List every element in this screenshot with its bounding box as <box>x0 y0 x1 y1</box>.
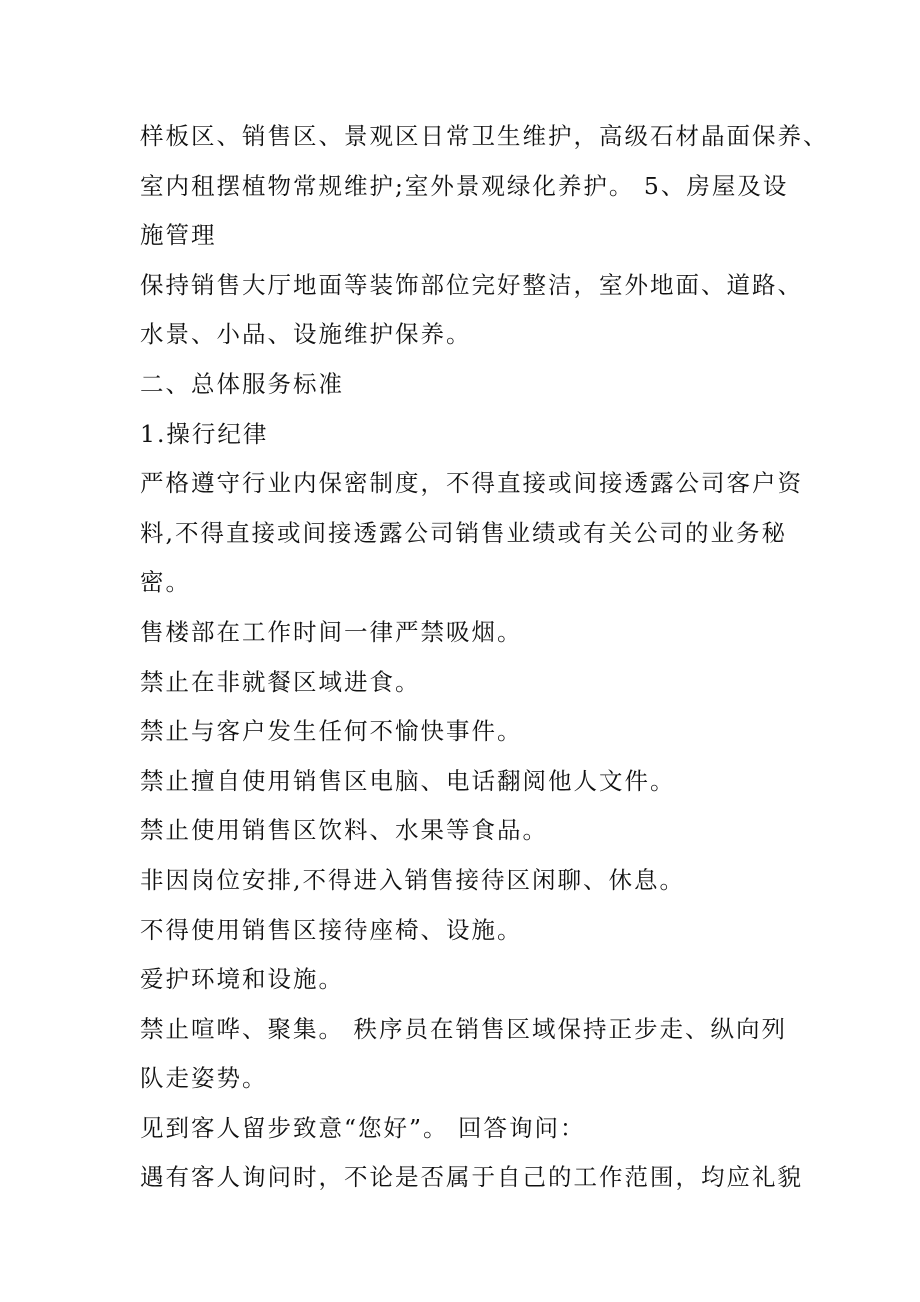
text-line: 严格遵守行业内保密制度，不得直接或间接透露公司客户资 <box>140 469 803 498</box>
document-body <box>140 112 829 1203</box>
rule-item: 禁止使用销售区饮料、水果等食品。 <box>140 816 548 845</box>
rule-item: 禁止擅自使用销售区电脑、电话翻阅他人文件。 <box>140 766 676 795</box>
text-line: 料,不得直接或间接透露公司销售业绩或有关公司的业务秘 <box>140 518 787 547</box>
text-line: 施管理 <box>140 221 217 250</box>
text-line: 密。 <box>140 568 191 597</box>
rule-item: 禁止在非就餐区域进食。 <box>140 667 421 696</box>
text-line: 保持销售大厅地面等装饰部位完好整洁，室外地面、道路、 <box>140 270 803 299</box>
rule-item: 不得使用销售区接待座椅、设施。 <box>140 915 523 944</box>
rule-item: 售楼部在工作时间一律严禁吸烟。 <box>140 617 523 646</box>
rule-item: 爱护环境和设施。 <box>140 965 344 994</box>
subsection-heading: 1.操行纪律 <box>140 419 269 448</box>
text-line: 遇有客人询问时，不论是否属于自己的工作范围，均应礼貌 <box>140 1163 803 1192</box>
rule-item: 非因岗位安排,不得进入销售接待区闲聊、休息。 <box>140 865 685 894</box>
rule-item: 禁止与客户发生任何不愉快事件。 <box>140 717 523 746</box>
text-line: 水景、小品、设施维护保养。 <box>140 320 472 349</box>
text-line: 样板区、销售区、景观区日常卫生维护，高级石材晶面保养、 <box>140 122 829 150</box>
text-line: 禁止喧哗、聚集。 秩序员在销售区域保持正步走、纵向列 <box>140 1014 787 1043</box>
text-line: 队走姿势。 <box>140 1064 268 1093</box>
text-line: 室内租摆植物常规维护;室外景观绿化养护。 5、房屋及设 <box>140 171 789 200</box>
text-line: 见到客人留步致意“您好”。 回答询问： <box>140 1113 586 1142</box>
section-heading: 二、总体服务标准 <box>140 369 344 398</box>
